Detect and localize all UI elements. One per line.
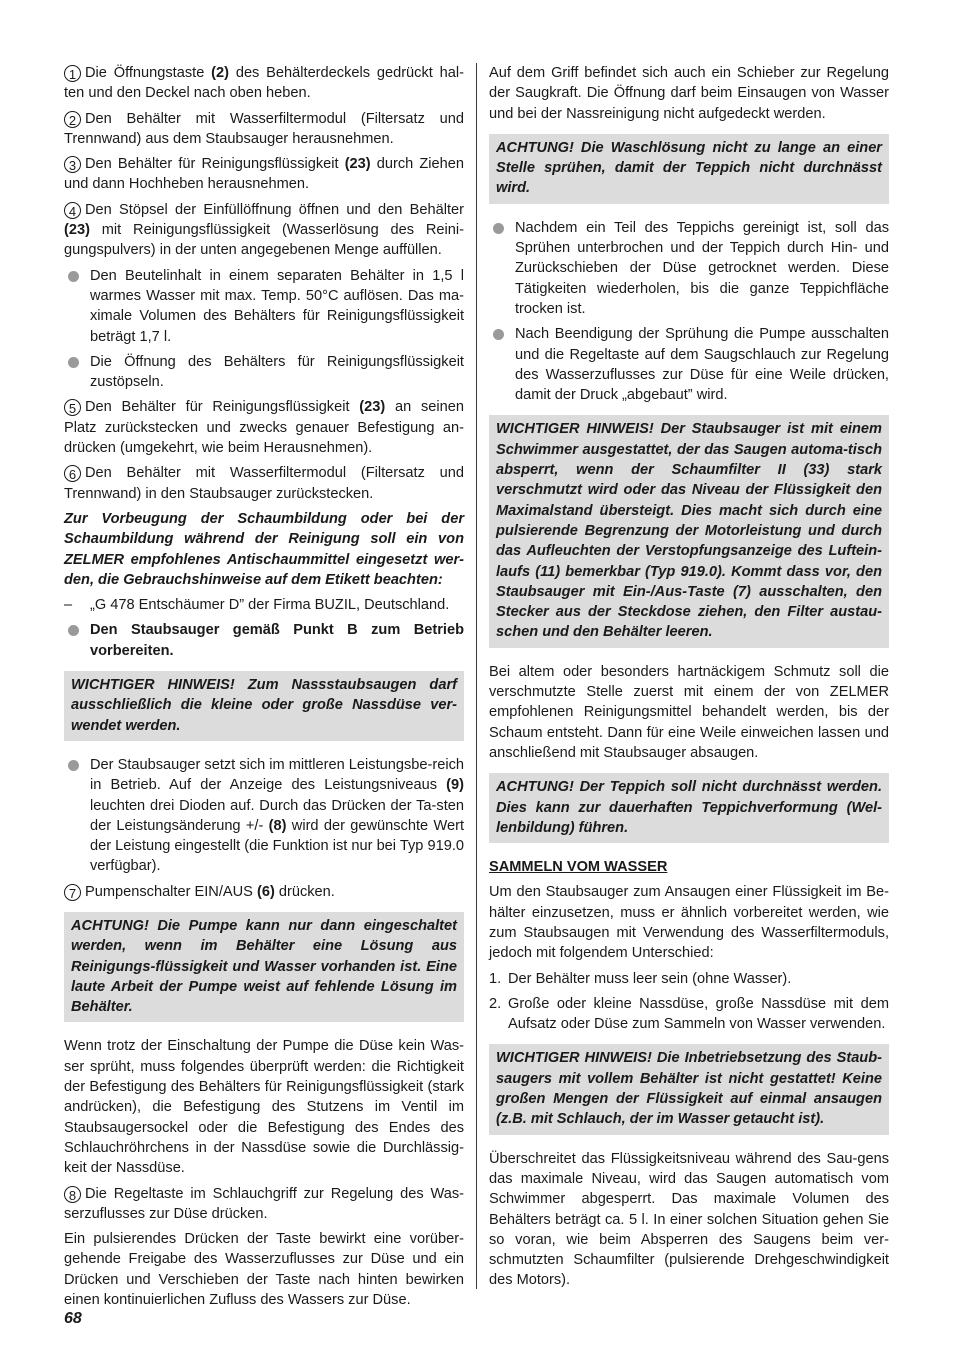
step-8: 8 Die Regeltaste im Schlauchgriff zur Regelung des Was-serzuflusses zur Düse drücken. (64, 1185, 464, 1222)
paragraph: Überschreitet das Flüssigkeitsniveau während des Sau-gens das maximale Niveau, wird das Saugen automatisch vom Schwimmer abgesperrt. Das maximale Volumen des Behälters beträgt ca. 5 l. In einer solchen Situation gehen Sie so voran, wie beim Absperren des Saugens beim ver-schmutzten Schaumfilter (pulsierende Drehgeschwindigkeit des Motors). (489, 1150, 889, 1289)
notice-box: WICHTIGER HINWEIS! Der Staubsauger ist mit einem Schwimmer ausgestattet, der das Saugen automa-tisch absperrt, wenn der Schaumfilter II (33) stark verschmutzt wird oder das Niveau der Flüssigkeit den Maximalstand übersteigt. Dies macht sich durch eine pulsierende Begrenzung der Motorleistung und durch das Aufleuchten der Verstopfungsanzeige des Luftein-laufs (11) bemerkbar (Typ 919.0). Kommt dass vor, den Staubsauger mit Ein-/Aus-Taste (7) ausschalten, den Stecker aus der Steckdose ziehen, den Filter austau-schen und den Behälter leeren. (489, 415, 889, 647)
dash-item: – „G 478 Entschäumer D” der Firma BUZIL, Deutschland. (64, 595, 464, 615)
step-number: 7 (64, 884, 81, 901)
notice-box: WICHTIGER HINWEIS! Zum Nassstaubsaugen darf ausschließlich die kleine oder große Nassdüse ver-wendet werden. (64, 671, 464, 741)
step-number: 1 (64, 65, 81, 82)
foam-note: Zur Vorbeugung der Schaumbildung oder bei der Schaumbildung während der Reinigung soll ein von ZELMER empfohlenes Antischaummittel eingesetzt wer-den, die Gebrauchshinweise auf dem Etikett beachten: (64, 510, 464, 588)
step-number: 2 (64, 111, 81, 128)
bullet-item: Den Staubsauger gemäß Punkt B zum Betrieb vorbereiten. (64, 620, 464, 661)
bullet-item: Den Beutelinhalt in einem separaten Behälter in 1,5 l warmes Wasser mit max. Temp. 50°C auflösen. Das ma-ximale Volumen des Behälters für Reinigungsflüssigkeit beträgt 1,7 l. (64, 266, 464, 347)
step-2: 2 Den Behälter mit Wasserfiltermodul (Filtersatz und Trennwand) aus dem Staubsauger herausnehmen. (64, 110, 464, 147)
warning-box: ACHTUNG! Die Pumpe kann nur dann eingeschaltet werden, wenn im Behälter eine Lösung aus Reinigungs-flüssigkeit und Wasser vorhanden ist. Eine laute Arbeit der Pumpe weist auf fehlende Lösung im Behälter. (64, 912, 464, 1022)
step-number: 8 (64, 1186, 81, 1203)
bullet-item: Nachdem ein Teil des Teppichs gereinigt ist, soll das Sprühen unterbrochen und der Teppich durch Hin- und Zurückschieben der Düse getrocknet werden. Diese Tätigkeiten wiederholen, bis die ganze Teppichfläche trocken ist. (489, 218, 889, 319)
warning-box: ACHTUNG! Der Teppich soll nicht durchnässt werden. Dies kann zur dauerhaften Teppichverformung (Wel-lenbildung) führen. (489, 773, 889, 843)
step-number: 3 (64, 156, 81, 173)
step-7: 7 Pumpenschalter EIN/AUS (6) drücken. (64, 882, 464, 902)
paragraph: Auf dem Griff befindet sich auch ein Schieber zur Regelung der Saugkraft. Die Öffnung darf beim Einsaugen von Wasser und bei der Nassreinigung nicht aufgedeckt werden. (489, 65, 889, 122)
right-column (489, 63, 889, 1296)
section-heading: SAMMELN VOM WASSER (489, 859, 668, 876)
step-1: 1 Die Öffnungstaste (2) des Behälterdeckels gedrückt hal-ten und den Deckel nach oben heben. (64, 65, 464, 102)
step-number: 6 (64, 465, 81, 482)
paragraph: Bei altem oder besonders hartnäckigem Schmutz soll die verschmutzte Stelle zuerst mit einem der von ZELMER empfohlenen Reinigungsmittel behandelt werden, bis der Schaum entsteht. Dann für eine Weile einweichen lassen und anschließend mit Staubsauger absaugen. (489, 663, 889, 761)
step-6: 6 Den Behälter mit Wasserfiltermodul (Filtersatz und Trennwand) in den Staubsauger zurückstecken. (64, 465, 464, 502)
paragraph: Um den Staubsauger zum Ansaugen einer Flüssigkeit im Be-hälter einzusetzen, muss er ähnlich vorbereitet werden, wie zum Staubsaugen mit Verwendung des Wasserfiltermoduls, jedoch mit folgendem Unterschied: (489, 884, 889, 962)
notice-box: WICHTIGER HINWEIS! Die Inbetriebsetzung des Staub-saugers mit vollem Behälter ist nicht gestattet! Keine großen Mengen der Flüssigkeit auf einmal ansaugen (z.B. mit Schlauch, der im Wasser getaucht ist). (489, 1044, 889, 1134)
page-number: 68 (64, 1310, 82, 1327)
paragraph: Ein pulsierendes Drücken der Taste bewirkt eine vorüber-gehende Freigabe des Wasserzuflusses zur Düse und ein Drücken und Verschieben der Taste nach hinten bewirken einen kontinuierlichen Zufluss des Wassers zur Düse. (64, 1231, 464, 1309)
paragraph: Wenn trotz der Einschaltung der Pumpe die Düse kein Was-ser sprüht, muss folgendes überprüft werden: die Richtigkeit der Befestigung des Behälters für Reinigungsflüssigkeit (stark andrücken), die Befestigung des Stutzens im Ventil im Staubsaugersockel oder die Befestigung des Endes des Schlauchröhrchens in der Nassdüse sowie die Durchlässig-keit der Nassdüse. (64, 1038, 464, 1177)
column-divider (476, 63, 477, 1289)
step-3: 3 Den Behälter für Reinigungsflüssigkeit (23) durch Ziehen und dann Hochheben herausnehmen. (64, 156, 464, 193)
step-number: 4 (64, 202, 81, 219)
bullet-item: Die Öffnung des Behälters für Reinigungsflüssigkeit zustöpseln. (64, 352, 464, 393)
ordered-item: 1. Der Behälter muss leer sein (ohne Wasser). (489, 970, 792, 987)
step-5: 5 Den Behälter für Reinigungsflüssigkeit (23) an seinen Platz zurückstecken und zwecks genauer Befestigung an-drücken (umgekehrt, wie beim Herausnehmen). (64, 399, 464, 457)
warning-box: ACHTUNG! Die Waschlösung nicht zu lange an einer Stelle sprühen, damit der Teppich nicht durchnässt wird. (489, 134, 889, 204)
bullet-item: Der Staubsauger setzt sich im mittleren Leistungsbe-reich in Betrieb. Auf der Anzeige des Leistungsniveaus (9) leuchten drei Dioden auf. Durch das Drücken der Ta-sten der Leistungsänderung +/- (8) wird der gewünschte Wert der Leistung eingestellt (die Funktion ist nur bei Typ 919.0 verfügbar). (64, 755, 464, 877)
left-column (64, 63, 464, 1315)
step-4: 4 Den Stöpsel der Einfüllöffnung öffnen und den Behälter (23) mit Reinigungsflüssigkeit (Wasserlösung des Reini-gungspulvers) in der unten angegebenen Menge auffüllen. (64, 201, 464, 259)
ordered-item: 2. Große oder kleine Nassdüse, große Nassdüse mit dem Aufsatz oder Düse zum Sammeln von Wasser verwenden. (489, 995, 889, 1033)
bullet-item: Nach Beendigung der Sprühung die Pumpe ausschalten und die Regeltaste auf dem Saugschlauch zur Regelung des Wasserzuflusses zur Düse für eine Weile drücken, damit der Druck „abgebaut” wird. (489, 324, 889, 405)
step-number: 5 (64, 399, 81, 416)
